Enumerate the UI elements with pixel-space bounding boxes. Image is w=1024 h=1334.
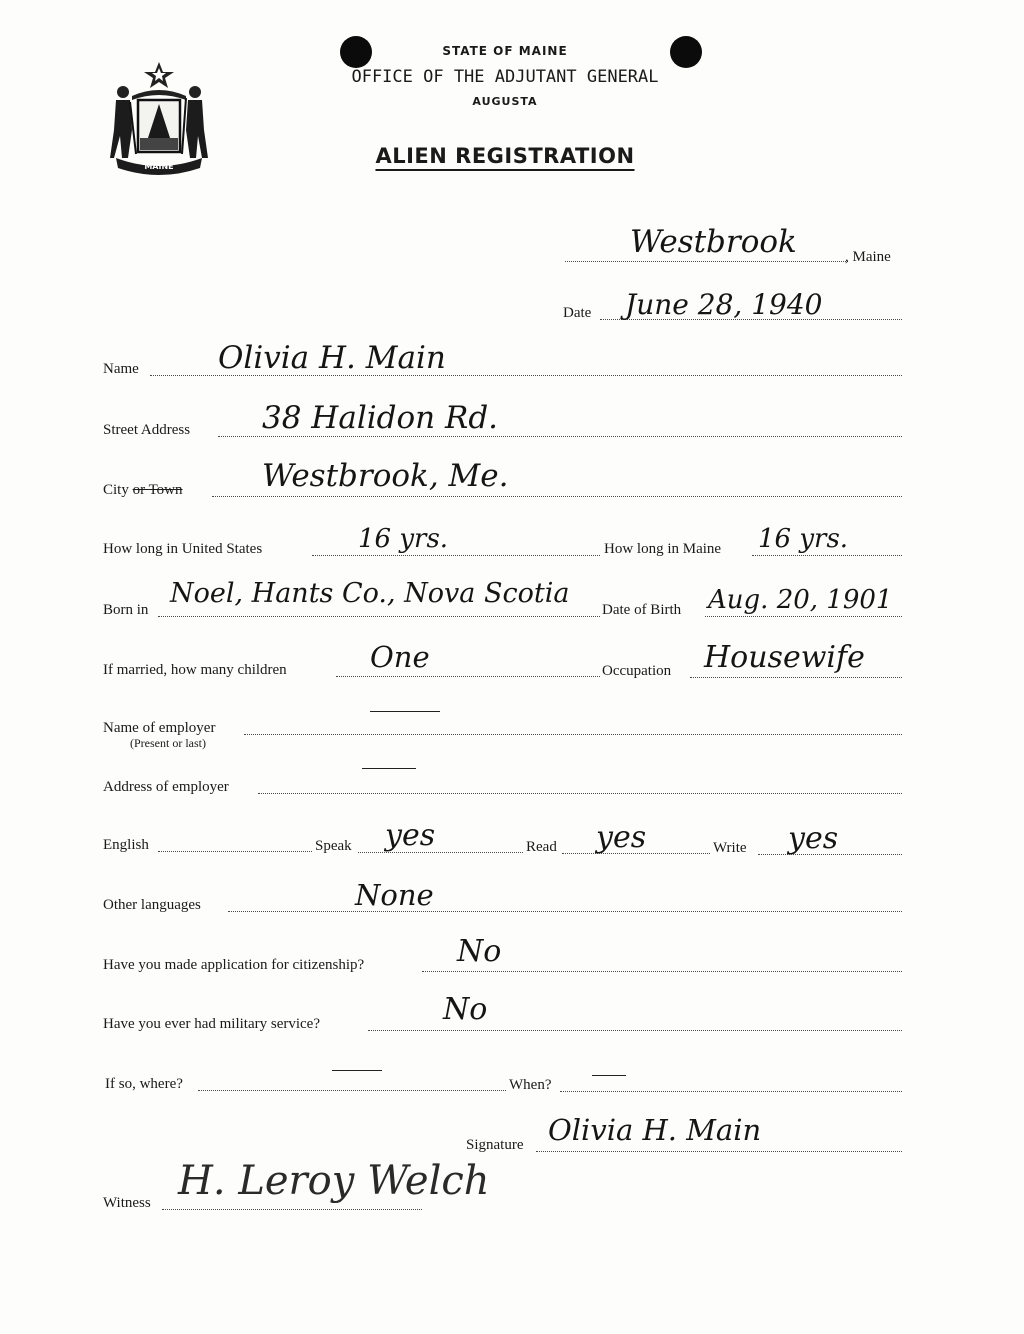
witness-line: [162, 1209, 422, 1210]
employer-line: [244, 734, 902, 735]
dob-value: Aug. 20, 1901: [708, 585, 893, 615]
read-value: yes: [596, 820, 647, 855]
street-line: [218, 436, 902, 437]
state-heading: STATE OF MAINE: [442, 44, 568, 58]
military-value: No: [443, 992, 488, 1027]
place-value: Westbrook: [630, 224, 797, 260]
name-label: Name: [103, 361, 139, 377]
city-label: [103, 482, 183, 499]
other-languages-label: Other languages: [103, 897, 201, 913]
city-label-text: City: [103, 482, 129, 498]
military-label: Have you ever had military service?: [103, 1016, 320, 1032]
signature-value: Olivia H. Main: [548, 1113, 762, 1147]
birthplace-label: Born in: [103, 602, 149, 618]
where-line: [198, 1090, 506, 1091]
other-languages-value: None: [355, 878, 434, 912]
citizenship-line: [422, 971, 902, 972]
page-title: ALIEN REGISTRATION: [375, 144, 635, 168]
place-suffix-label: , Maine: [845, 249, 891, 265]
seal-banner-text: MAINE: [144, 162, 174, 171]
speak-label: Speak: [315, 838, 352, 854]
signature-line: [536, 1151, 902, 1152]
us-duration-value: 16 yrs.: [358, 524, 449, 554]
street-value: 38 Halidon Rd.: [262, 400, 499, 436]
citizenship-label: Have you made application for citizenship?: [103, 957, 365, 973]
employer-label: Name of employer: [103, 720, 216, 736]
place-line: [565, 261, 848, 262]
citizenship-value: No: [457, 934, 502, 969]
where-dash: [332, 1070, 382, 1071]
children-value: One: [370, 640, 430, 674]
us-duration-label: How long in United States: [103, 541, 263, 557]
birthplace-value: Noel, Hants Co., Nova Scotia: [170, 578, 570, 609]
city-label-struck-text: or Town: [132, 482, 183, 498]
dob-line: [705, 616, 902, 617]
when-dash: [592, 1075, 626, 1076]
children-label: If married, how many children: [103, 662, 287, 678]
occupation-value: Housewife: [704, 640, 865, 675]
military-line: [368, 1030, 902, 1031]
date-value: June 28, 1940: [625, 288, 823, 321]
date-label: Date: [563, 305, 592, 321]
occupation-line: [690, 677, 902, 678]
name-value: Olivia H. Main: [218, 340, 446, 376]
where-label: If so, where?: [105, 1076, 183, 1092]
employer-address-line: [258, 793, 902, 794]
witness-signature: H. Leroy Welch: [178, 1158, 490, 1204]
write-label: Write: [713, 840, 747, 856]
employer-address-label: Address of employer: [103, 779, 229, 795]
witness-label: Witness: [103, 1195, 151, 1211]
city-value: Westbrook, Me.: [262, 458, 509, 494]
speak-line: [358, 852, 523, 853]
maine-duration-label: How long in Maine: [604, 541, 722, 557]
when-line: [560, 1091, 902, 1092]
maine-duration-value: 16 yrs.: [758, 524, 849, 554]
us-duration-line: [312, 555, 600, 556]
speak-value: yes: [385, 818, 436, 853]
employer-sublabel: (Present or last): [130, 736, 206, 750]
maine-duration-line: [752, 555, 902, 556]
employer-address-dash: [362, 768, 416, 769]
city-heading: AUGUSTA: [472, 95, 538, 108]
write-value: yes: [788, 821, 839, 856]
birthplace-line: [158, 616, 600, 617]
children-line: [336, 676, 600, 677]
occupation-label: Occupation: [602, 663, 672, 679]
employer-dash: [370, 711, 440, 712]
read-label: Read: [526, 839, 557, 855]
english-line: [158, 851, 312, 852]
street-label: Street Address: [103, 422, 191, 438]
office-heading: OFFICE OF THE ADJUTANT GENERAL: [351, 67, 659, 87]
signature-label: Signature: [466, 1137, 524, 1153]
english-label: English: [103, 837, 149, 853]
city-line: [212, 496, 902, 497]
when-label: When?: [509, 1077, 552, 1093]
dob-label: Date of Birth: [602, 602, 682, 618]
other-languages-line: [228, 911, 902, 912]
